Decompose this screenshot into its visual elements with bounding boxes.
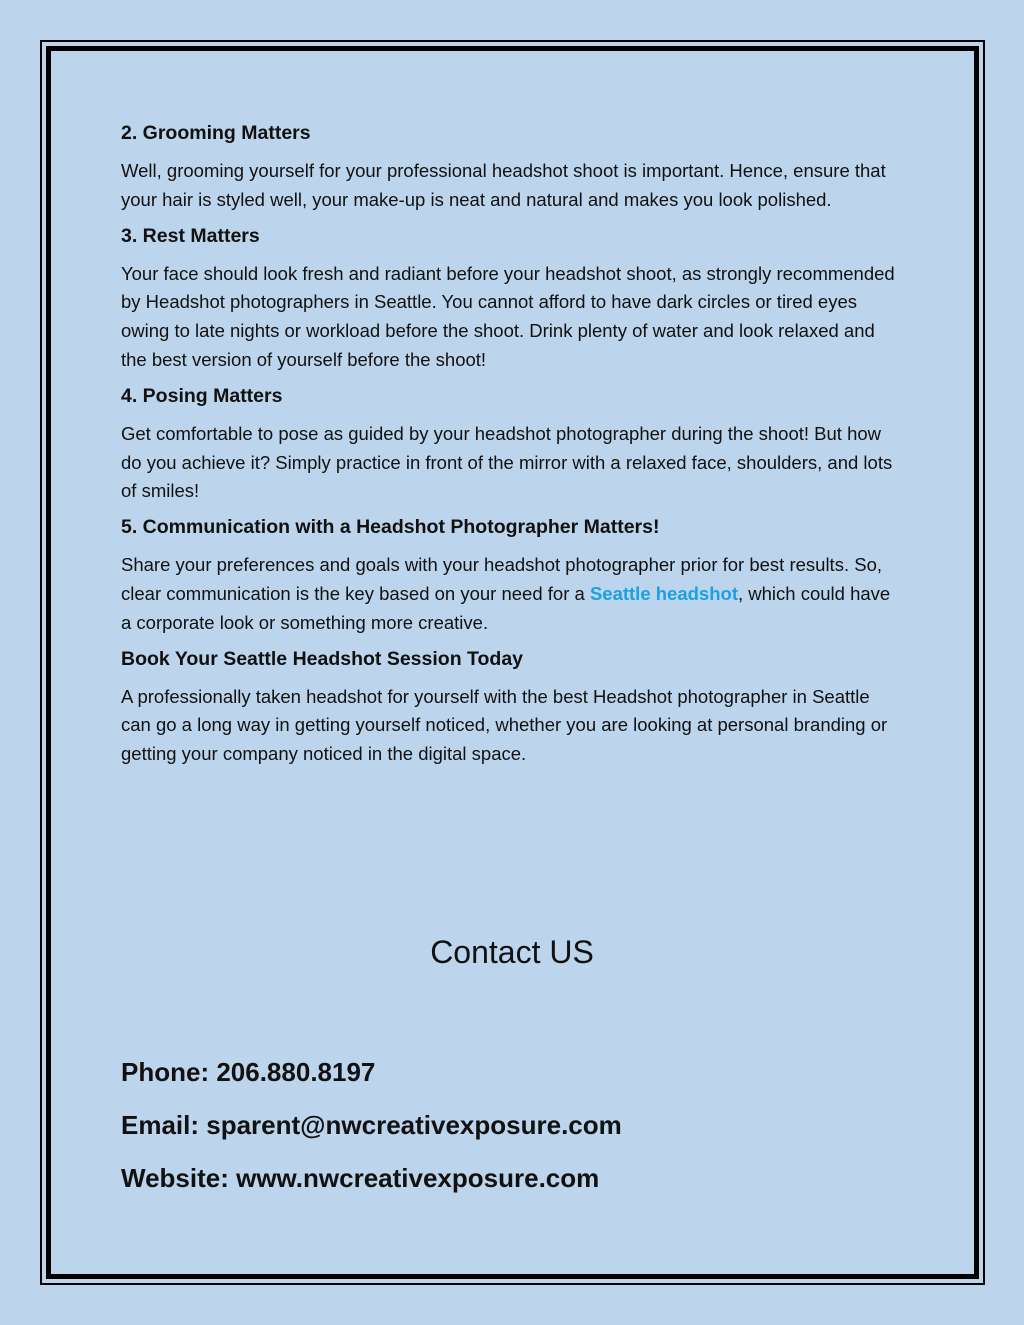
article-content [121,118,901,775]
contact-details [121,1052,921,1211]
section-heading-posing: 4. Posing Matters [121,384,283,407]
contact-email: Email: sparent@nwcreativexposure.com [121,1110,622,1140]
section-body-posing: Get comfortable to pose as guided by your headshot photographer during the shoot! But how do you achieve it? Simply practice in front of the mirror with a relaxed face, shoulders, and lots of smiles! [121,422,893,502]
section-body-book-session: A professionally taken headshot for yourself with the best Headshot photographer in Seattle can go a long way in getting yourself noticed, whether you are looking at personal branding or getting your company noticed in the digital space. [121,685,888,765]
seattle-headshot-link[interactable]: Seattle headshot [589,582,738,604]
section-body-grooming: Well, grooming yourself for your professional headshot shoot is important. Hence, ensure that your hair is styled well, your make-up is neat and natural and makes you look polished. [121,160,886,210]
communication-text-after-link: , which could have a corporate look or something more creative. [121,582,891,633]
section-heading-book-session: Book Your Seattle Headshot Session Today [121,647,524,670]
section-body-communication [121,551,901,637]
section-heading-rest: 3. Rest Matters [121,224,260,247]
contact-phone: Phone: 206.880.8197 [121,1057,376,1087]
section-body-rest: Your face should look fresh and radiant before your headshot shoot, as strongly recommended by Headshot photographers in Seattle. You cannot afford to have dark circles or tired eyes owing to late nights or workload before the shoot. Drink plenty of water and look relaxed and the best version of yourself before the shoot! [121,262,895,370]
contact-title: Contact US [430,934,594,970]
communication-text-before-link: Share your preferences and goals with your headshot photographer prior for best results. So, clear communication is the key based on your need for a [121,554,882,604]
contact-website: Website: www.nwcreativexposure.com [121,1163,600,1193]
section-heading-communication: 5. Communication with a Headshot Photographer Matters! [121,516,660,539]
section-heading-grooming: 2. Grooming Matters [121,122,311,144]
